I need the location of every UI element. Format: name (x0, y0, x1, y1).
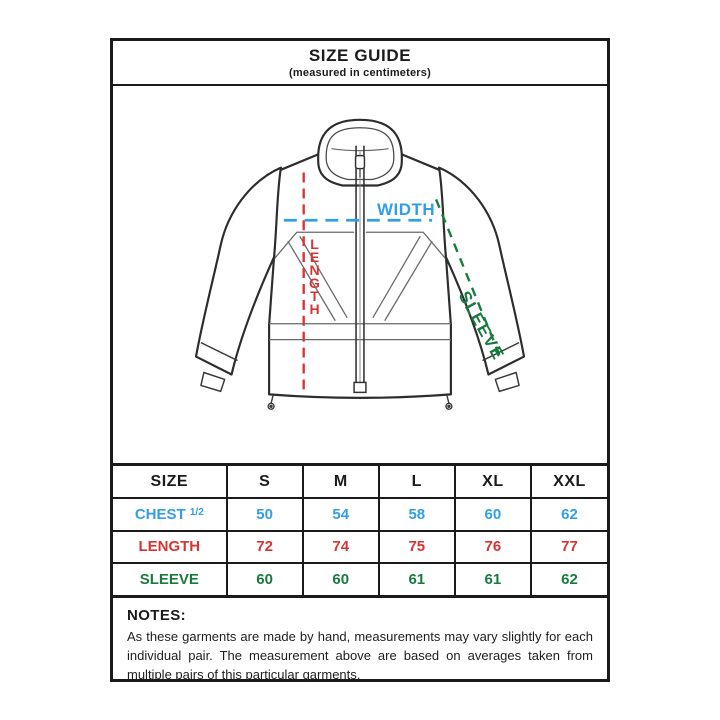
length-value-m: 74 (303, 531, 379, 563)
row-label-sleeve: SLEEVE (113, 563, 227, 595)
notes-section (113, 598, 607, 684)
col-header-s: S (227, 466, 303, 498)
chest-value-xl: 60 (455, 498, 531, 530)
col-header-l: L (379, 466, 455, 498)
sleeve-value-m: 60 (303, 563, 379, 595)
table-row-chest (113, 498, 607, 530)
size-table-section (113, 463, 607, 598)
jacket-diagram-area (113, 86, 607, 463)
chest-value-l: 58 (379, 498, 455, 530)
length-value-s: 72 (227, 531, 303, 563)
length-value-xxl: 77 (531, 531, 607, 563)
row-label-chest: CHEST $^{1/2}$ (113, 498, 227, 530)
col-header-xxl: XXL (531, 466, 607, 498)
length-label: LENGTH (309, 236, 320, 317)
table-row-length (113, 531, 607, 563)
chest-value-s: 50 (227, 498, 303, 530)
notes-body: As these garments are made by hand, measurements may vary slightly for each individual pair. The measurement above are based on averages taken from multiple pairs of this particular garments. (127, 629, 593, 682)
page-title: SIZE GUIDE (308, 46, 412, 65)
table-row-sleeve (113, 563, 607, 595)
sleeve-value-xxl: 62 (531, 563, 607, 595)
sleeve-value-s: 60 (227, 563, 303, 595)
sleeve-value-l: 61 (379, 563, 455, 595)
sleeve-value-xl: 61 (455, 563, 531, 595)
col-header-xl: XL (455, 466, 531, 498)
zipper (354, 146, 366, 393)
chest-value-m: 54 (303, 498, 379, 530)
jacket-diagram (113, 86, 607, 463)
col-header-size: SIZE (113, 466, 227, 498)
length-value-l: 75 (379, 531, 455, 563)
width-label: WIDTH (377, 200, 436, 219)
length-value-xl: 76 (455, 531, 531, 563)
guide-header (113, 41, 607, 86)
row-label-length: LENGTH (113, 531, 227, 563)
col-header-m: M (303, 466, 379, 498)
size-table (113, 466, 607, 595)
chest-value-xxl: 62 (531, 498, 607, 530)
sleeve-label: SLEEVE (454, 287, 509, 364)
page-subtitle: (measured in centimeters) (289, 66, 431, 79)
table-header-row (113, 466, 607, 498)
notes-heading: NOTES: (127, 607, 187, 624)
size-guide-card (110, 38, 610, 682)
